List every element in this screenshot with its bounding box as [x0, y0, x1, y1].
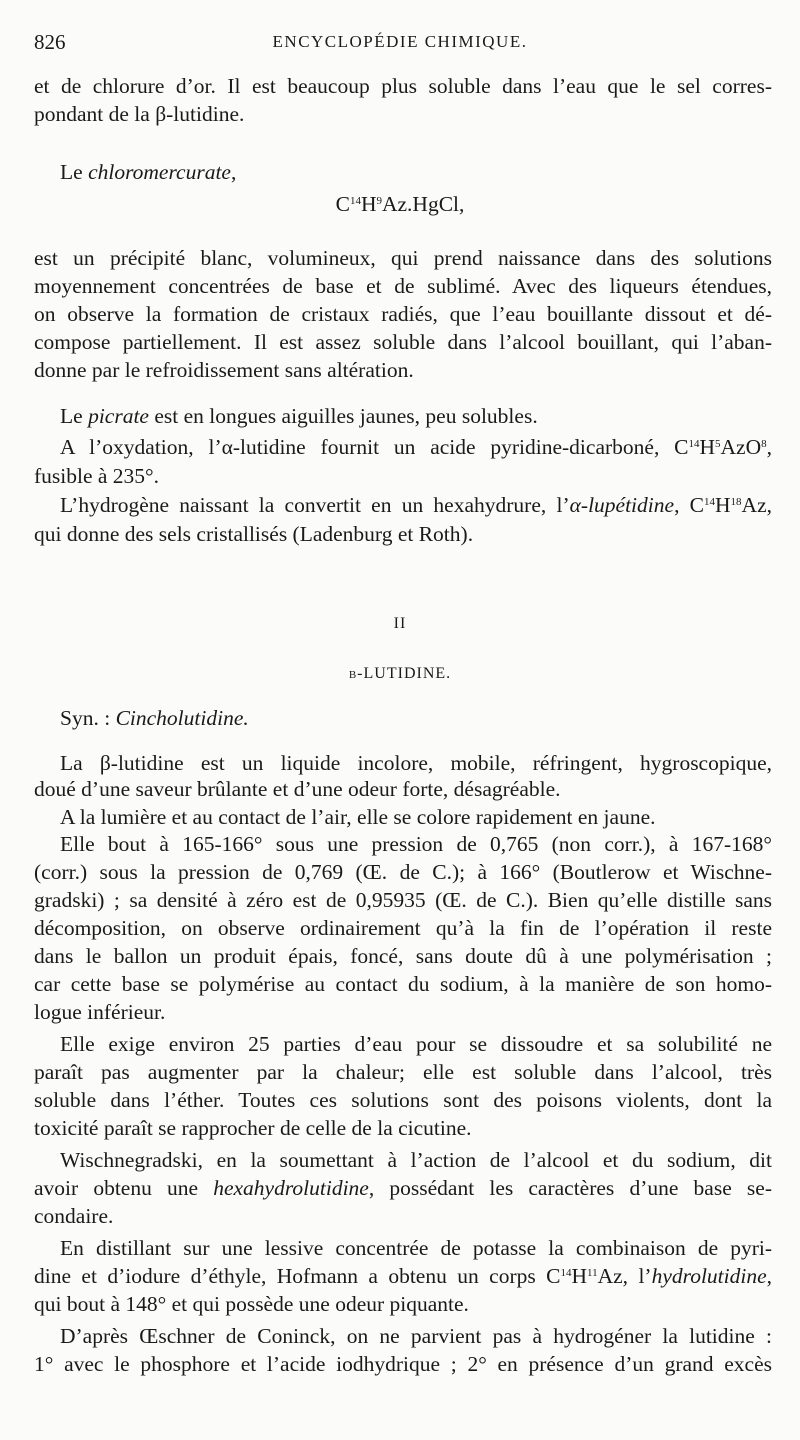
synonym-term: Cincholutidine. [115, 706, 249, 730]
text-line: Elle exige environ 25 parties d’eau pour se dissoudre et sa solubilité ne [60, 1032, 772, 1056]
text-line: 1° avec le phosphore et l’acide iodhydrique ; 2° en présence d’un grand excès [34, 1352, 772, 1376]
page-number: 826 [34, 30, 66, 54]
text-line: qui bout à 148° et qui possède une odeur piquante. [34, 1292, 469, 1316]
chemical-formula: $C^{14}H^9Az.HgCl$, [335, 192, 465, 216]
text-line: soluble dans l’éther. Toutes ces solutions sont des poisons violents, dont la [34, 1088, 772, 1112]
text-line: donne par le refroidissement sans altération. [34, 358, 414, 382]
text-line: et de chlorure d’or. Il est beaucoup plus soluble dans l’eau que le sel corres- [34, 74, 772, 98]
text-line: La β-lutidine est un liquide incolore, mobile, réfringent, hygroscopique, [60, 751, 772, 775]
text-line: pondant de la β-lutidine. [34, 102, 245, 126]
lupetidine-term: α-lupétidine [569, 493, 675, 517]
section-title: β-LUTIDINE. [348, 665, 452, 682]
text-line: moyennement concentrées de base et de sublimé. Avec des liqueurs étendues, [34, 274, 772, 298]
text-line: fusible à 235°. [34, 464, 160, 488]
section-numeral: II [393, 615, 407, 632]
hydrolutidine-term: hydrolutidine [651, 1264, 767, 1288]
hexahydrolutidine-term: hexahydrolutidine [213, 1176, 369, 1200]
text-line: paraît pas augmenter par la chaleur; elle est soluble dans l’alcool, très [34, 1060, 772, 1084]
text-line: dine et d’iodure d’éthyle, Hofmann a obtenu un corps $C^{14}H^{11}Az$, l’hydrolutidine, [34, 1264, 773, 1288]
chloromercurate-heading: Le chloromercurate, [60, 160, 237, 184]
text-line: logue inférieur. [34, 1000, 166, 1024]
text-line: Elle bout à 165-166° sous une pression de 0,765 (non corr.), à 167-168° [60, 832, 772, 856]
text-line: avoir obtenu une hexahydrolutidine, possédant les caractères d’une base se- [34, 1176, 772, 1200]
text-line: A la lumière et au contact de l’air, elle se colore rapidement en jaune. [60, 805, 656, 829]
text-line: En distillant sur une lessive concentrée de potasse la combinaison de pyri- [60, 1236, 772, 1260]
text-line: A l’oxydation, l’α-lutidine fournit un acide pyridine-dicarboné, $C^{14}H^5AzO^8$, [60, 435, 772, 459]
text-line: on observe la formation de cristaux radiés, que l’eau bouillante dissout et dé- [34, 302, 772, 326]
text-line: condaire. [34, 1204, 114, 1228]
text-line: qui donne des sels cristallisés (Ladenburg et Roth). [34, 522, 474, 546]
running-title: ENCYCLOPÉDIE CHIMIQUE. [272, 32, 528, 51]
text-line: doué d’une saveur brûlante et d’une odeur forte, désagréable. [34, 777, 561, 801]
text-line: compose partiellement. Il est assez soluble dans l’alcool bouillant, qui l’aban- [34, 330, 772, 354]
running-header [0, 30, 800, 60]
text-line: dans le ballon un produit épais, foncé, sans doute dû à une polymérisation ; [34, 944, 772, 968]
synonym-line: Syn. : Cincholutidine. [60, 706, 249, 730]
text-line: car cette base se polymérise au contact du sodium, à la manière de son homo- [34, 972, 772, 996]
text-line: D’après Œschner de Coninck, on ne parvient pas à hydrogéner la lutidine : [60, 1324, 772, 1348]
text-line: (corr.) sous la pression de 0,769 (Œ. de C.); à 166° (Boutlerow et Wischne- [34, 860, 772, 884]
chloromercurate-term: chloromercurate [88, 160, 231, 184]
picrate-term: picrate [88, 404, 149, 428]
text-line: Wischnegradski, en la soumettant à l’action de l’alcool et du sodium, dit [60, 1148, 772, 1172]
picrate-line: Le picrate est en longues aiguilles jaunes, peu solubles. [60, 404, 538, 428]
text-line: est un précipité blanc, volumineux, qui prend naissance dans des solutions [34, 246, 772, 270]
text-line: toxicité paraît se rapprocher de celle de la cicutine. [34, 1116, 472, 1140]
text-line: gradski) ; sa densité à zéro est de 0,95935 (Œ. de C.). Bien qu’elle distille sans [34, 888, 772, 912]
text-line: décomposition, on observe ordinairement qu’à la fin de l’opération il reste [34, 916, 772, 940]
text-line: L’hydrogène naissant la convertit en un hexahydrure, l’α-lupétidine, $C^{14}H^{18}Az$, [60, 493, 772, 517]
